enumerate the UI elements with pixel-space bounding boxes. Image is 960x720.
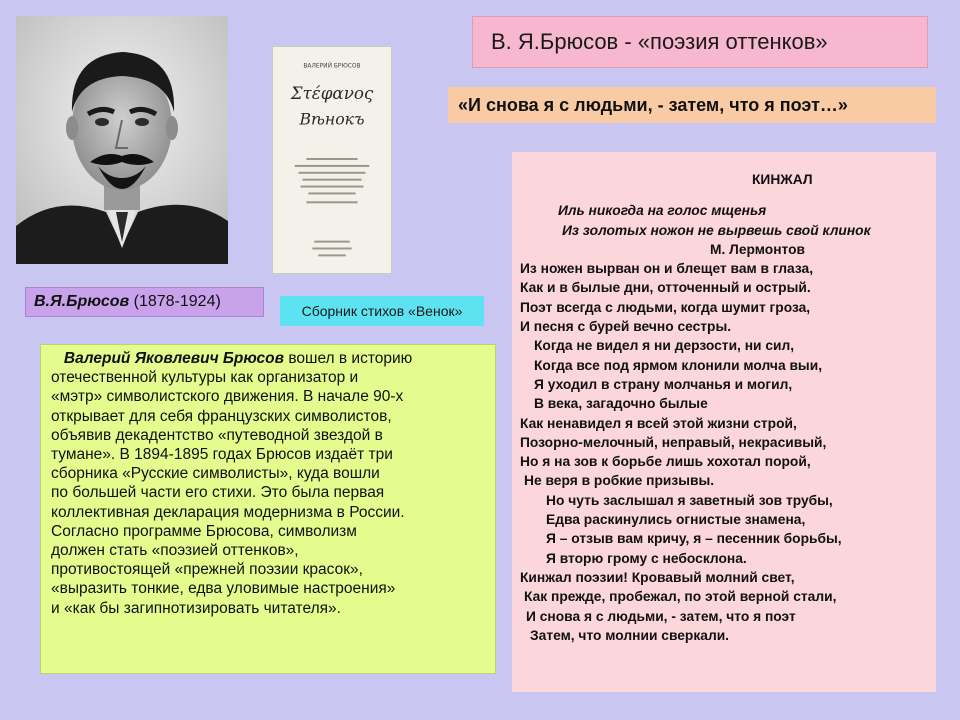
poem-line: Как и в былые дни, отточенный и острый. [520,280,811,296]
portrait-caption [25,287,264,317]
poem-epigraph-line: Из золотых ножон не вырвешь свой клинок [562,222,871,238]
caption-name: В.Я.Брюсов [34,293,130,310]
bio-line: открывает для себя французских символистов, [51,407,392,425]
bio-line: противостоящей «прежней поэзии красок», [51,561,363,579]
collection-caption-text: Сборник стихов «Венок» [301,303,463,319]
bio-line: «выразить тонкие, едва уловимые настроения» [51,580,396,598]
poem-epigraph-line: Иль никогда на голос мщенья [558,203,767,219]
portrait-photo [16,16,228,264]
bio-line: коллективная декларация модернизма в России. [51,503,405,521]
cover-author: ВАЛЕРИЙ БРЮСОВ [303,63,361,70]
bio-line: отечественной культуры как организатор и [51,369,359,387]
poem-line: Как прежде, пробежал, по этой верной стали, [524,589,837,605]
bio-line: Валерий Яковлевич Брюсов вошел в историю [63,350,413,367]
bio-line: объявив декадентство «путеводной звездой в [51,426,383,444]
book-cover [272,46,392,274]
bio-line: тумане». В 1894-1895 годах Брюсов издаёт три [51,446,393,464]
portrait-illustration [16,16,228,264]
poem-line: Но чуть заслышал я заветный зов трубы, [546,492,833,508]
poem-line: Позорно-мелочный, неправый, некрасивый, [520,434,827,450]
poem-line: И песня с бурей вечно сестры. [520,319,732,335]
poem-line: Когда не видел я ни дерзости, ни сил, [534,338,795,354]
book-cover-illustration [273,47,391,273]
poem-line: Я уходил в страну молчанья и могил, [534,376,793,392]
collection-caption [280,296,484,326]
poem-line: Поэт всегда с людьми, когда шумит гроза, [520,299,811,315]
bio-line: «мэтр» символистского движения. В начале 90-х [51,388,404,406]
cover-title-greek: Στέφανος [290,83,374,104]
poem-line: В века, загадочно былые [534,396,708,412]
bio-line: и «как бы загипнотизировать читателя». [51,599,341,617]
poem-epigraph-author: М. Лермонтов [710,241,806,257]
cover-imprint-block [312,241,351,257]
poem-line: Я вторю грому с небосклона. [546,550,747,566]
poem-line: Кинжал поэзии! Кровавый молний свет, [520,569,795,585]
bio-line: Согласно программе Брюсова, символизм [51,522,357,540]
slide-title [472,16,928,68]
bio-line: по большей части его стихи. Это была первая [51,484,385,502]
poem-line: И снова я с людьми, - затем, что я поэт [526,608,796,624]
bio-line: сборника «Русские символисты», куда вошли [51,465,380,483]
bio-lead: Валерий Яковлевич Брюсов [63,350,285,367]
biography-text-box [40,344,496,674]
poem-line: Затем, что молнии сверкали. [530,627,730,643]
cover-small-print-block [295,158,370,203]
bio-line: должен стать «поэзией оттенков», [51,542,299,560]
poem-line: Из ножен вырван он и блещет вам в глаза, [520,261,814,277]
poem-text-box [512,152,936,692]
poem-line: Но я на зов к борьбе лишь хохотал порой, [520,454,811,470]
poem-line: Не веря в робкие призывы. [524,473,715,489]
caption-years: (1878-1924) [133,293,221,310]
cover-title-russian: Вѣнокъ [299,109,365,129]
poem-line: Едва раскинулись огнистые знамена, [546,512,806,528]
poem-line: Когда все под ярмом клонили молча выи, [534,357,823,373]
quote-text: «И снова я с людьми, - затем, что я поэт…» [458,94,848,115]
poem-line: Я – отзыв вам кричу, я – песенник борьбы, [546,531,842,547]
slide-title-text: В. Я.Брюсов - «поэзия оттенков» [491,29,828,54]
poem-line: Как ненавидел я всей этой жизни строй, [520,415,797,431]
poem-title: КИНЖАЛ [752,172,813,187]
quote-banner [448,87,936,123]
